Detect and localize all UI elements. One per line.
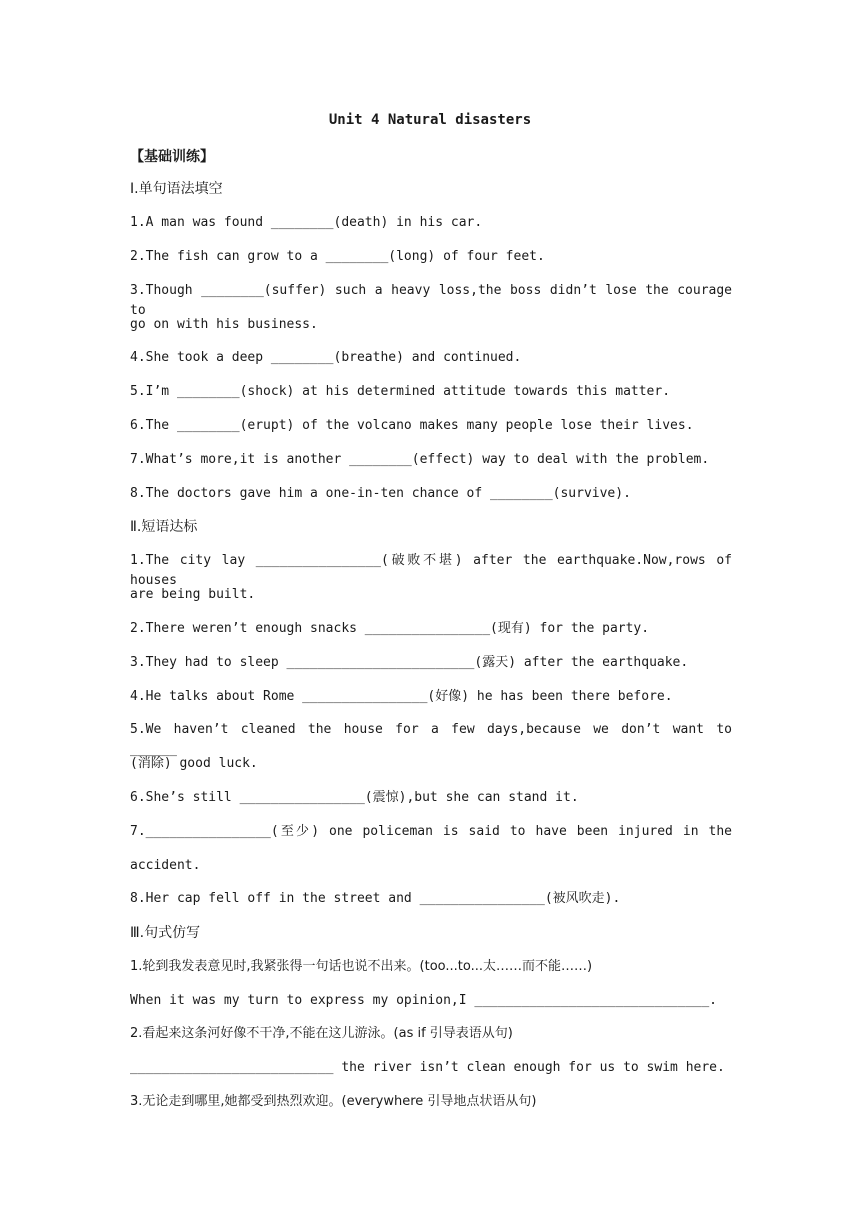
part3-heading: Ⅲ.句式仿写 [130, 925, 201, 941]
part3-prompt: 2.看起来这条河好像不干净,不能在这儿游泳。(as if 引导表语从句) [130, 1026, 513, 1041]
part2-item: 6.She’s still ________________(震惊),but she can stand it. [130, 790, 579, 805]
part2-item-continued: (消除) good luck. [130, 756, 258, 771]
section-basic-training: 【基础训练】 [130, 149, 214, 165]
part1-item: 1.A man was found ________(death) in his car. [130, 215, 483, 230]
part2-item: 2.There weren’t enough snacks ________________(现有) for the party. [130, 621, 650, 636]
part2-item: 7.________________(至少) one policeman is said to have been injured in the [130, 824, 732, 839]
part1-item: 2.The fish can grow to a ________(long) of four feet. [130, 249, 545, 264]
part1-item: 7.What’s more,it is another ________(effect) way to deal with the problem. [130, 452, 710, 467]
part1-item: 8.The doctors gave him a one-in-ten chance of ________(survive). [130, 486, 631, 501]
part3-prompt: 1.轮到我发表意见时,我紧张得一句话也说不出来。(too...to...太……而不能……) [130, 959, 593, 974]
part2-item-continued: are being built. [130, 587, 256, 602]
part2-item-continued: accident. [130, 858, 201, 873]
part3-answer-line: When it was my turn to express my opinion,I ______________________________. [130, 993, 717, 1008]
part1-item-continued: go on with his business. [130, 317, 318, 332]
part2-item: 5.We haven’t cleaned the house for a few days,because we don’t want to ______ [130, 722, 732, 757]
part1-item: 4.She took a deep ________(breathe) and continued. [130, 350, 522, 365]
part1-item: 3.Though ________(suffer) such a heavy loss,the boss didn’t lose the courage to [130, 283, 732, 318]
part1-item: 6.The ________(erupt) of the volcano makes many people lose their lives. [130, 418, 694, 433]
page-title: Unit 4 Natural disasters [328, 112, 532, 128]
part2-item: 1.The city lay ________________(破败不堪) after the earthquake.Now,rows of houses [130, 553, 732, 588]
part2-item: 4.He talks about Rome ________________(好像) he has been there before. [130, 689, 673, 704]
part1-heading: Ⅰ.单句语法填空 [130, 181, 223, 197]
part3-answer-line: __________________________ the river isn’t clean enough for us to swim here. [130, 1060, 725, 1075]
part2-heading: Ⅱ.短语达标 [130, 519, 198, 535]
part2-item: 8.Her cap fell off in the street and ________________(被风吹走). [130, 891, 621, 906]
part1-item: 5.I’m ________(shock) at his determined attitude towards this matter. [130, 384, 671, 399]
part3-prompt: 3.无论走到哪里,她都受到热烈欢迎。(everywhere 引导地点状语从句) [130, 1094, 537, 1109]
part2-item: 3.They had to sleep ________________________(露天) after the earthquake. [130, 655, 689, 670]
